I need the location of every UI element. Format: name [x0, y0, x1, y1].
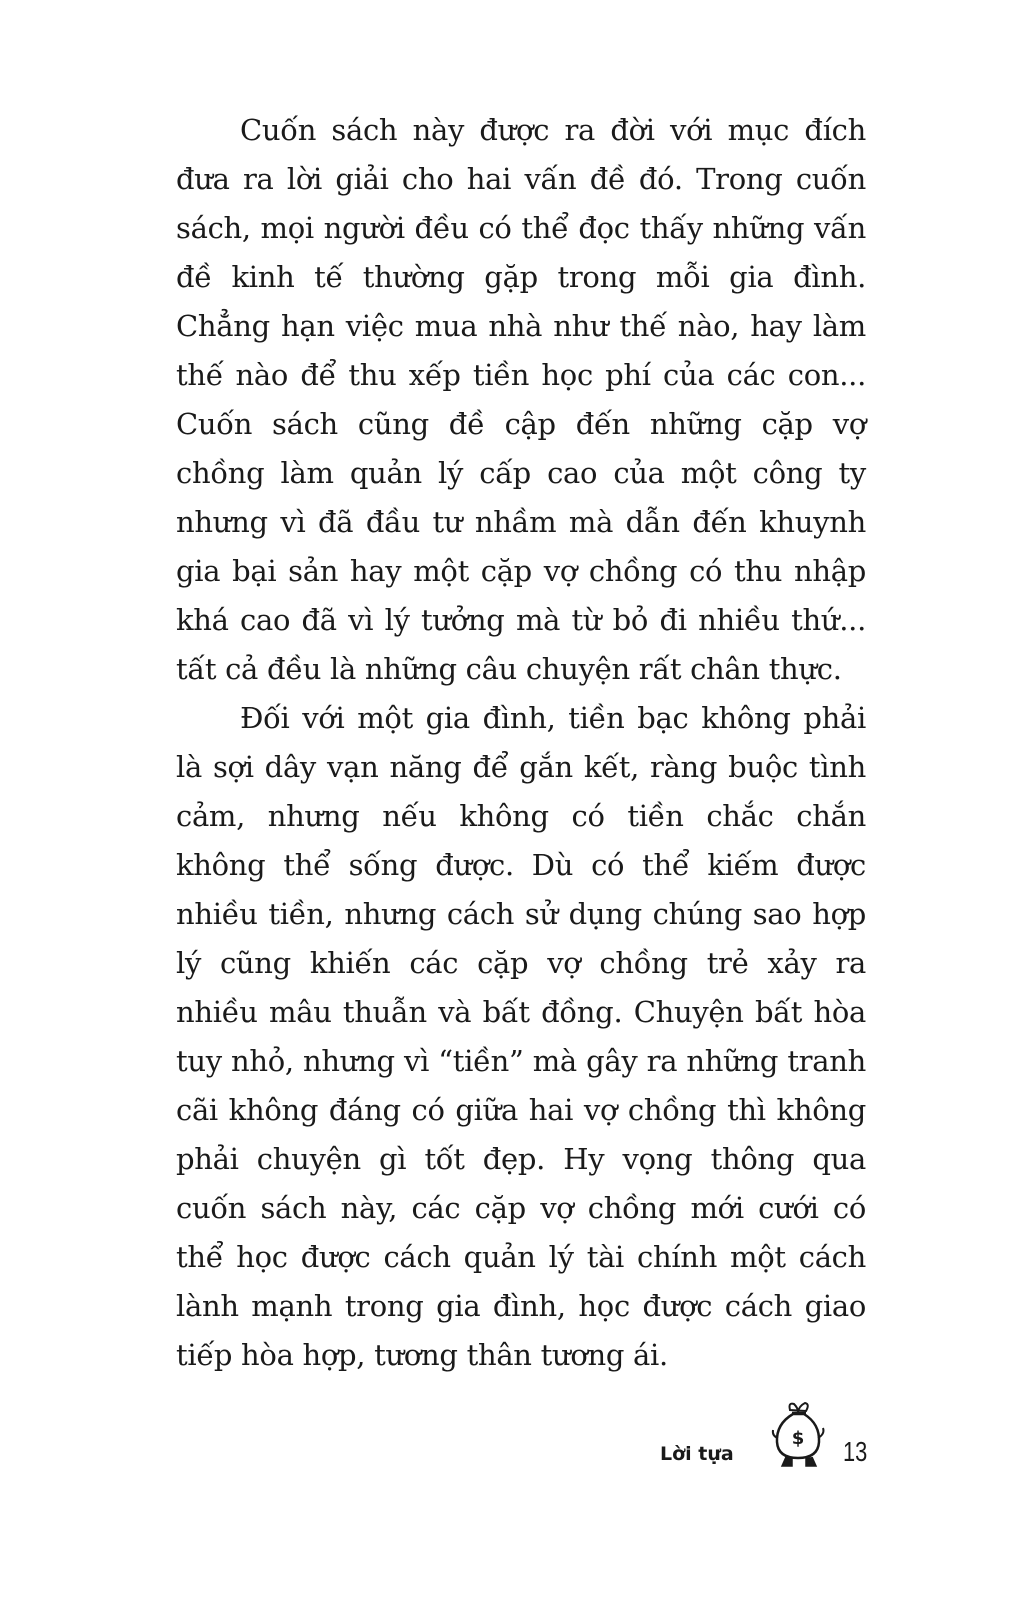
money-bag-icon	[768, 1400, 828, 1470]
paragraph-1: Cuốn sách này được ra đời với mục đích đưa ra lời giải cho hai vấn đề đó. Trong cuốn sách, mọi người đều có thể đọc thấy những vấn đề kinh tế thường gặp trong mỗi gia đình. Chẳng hạn việc mua nhà như thế nào, hay làm thế nào để thu xếp tiền học phí của các con... Cuốn sách cũng đề cập đến những cặp vợ chồng làm quản lý cấp cao của một công ty nhưng vì đã đầu tư nhầm mà dẫn đến khuynh gia bại sản hay một cặp vợ chồng có thu nhập khá cao đã vì lý tưởng mà từ bỏ đi nhiều thứ... tất cả đều là những câu chuyện rất chân thực.	[176, 113, 866, 686]
page-footer	[0, 1400, 1024, 1490]
paragraph-2: Đối với một gia đình, tiền bạc không phải là sợi dây vạn năng để gắn kết, ràng buộc tình cảm, nhưng nếu không có tiền chắc chắn không thể sống được. Dù có thể kiếm được nhiều tiền, nhưng cách sử dụng chúng sao hợp lý cũng khiến các cặp vợ chồng trẻ xảy ra nhiều mâu thuẫn và bất đồng. Chuyện bất hòa tuy nhỏ, nhưng vì “tiền” mà gây ra những tranh cãi không đáng có giữa hai vợ chồng thì không phải chuyện gì tốt đẹp. Hy vọng thông qua cuốn sách này, các cặp vợ chồng mới cưới có thể học được cách quản lý tài chính một cách lành mạnh trong gia đình, học được cách giao tiếp hòa hợp, tương thân tương ái.	[176, 701, 866, 1372]
running-head: Lời tựa	[660, 1443, 734, 1465]
page-number: 13	[843, 1436, 868, 1467]
svg-text:$: $	[791, 1428, 805, 1449]
body-text	[176, 106, 866, 1380]
